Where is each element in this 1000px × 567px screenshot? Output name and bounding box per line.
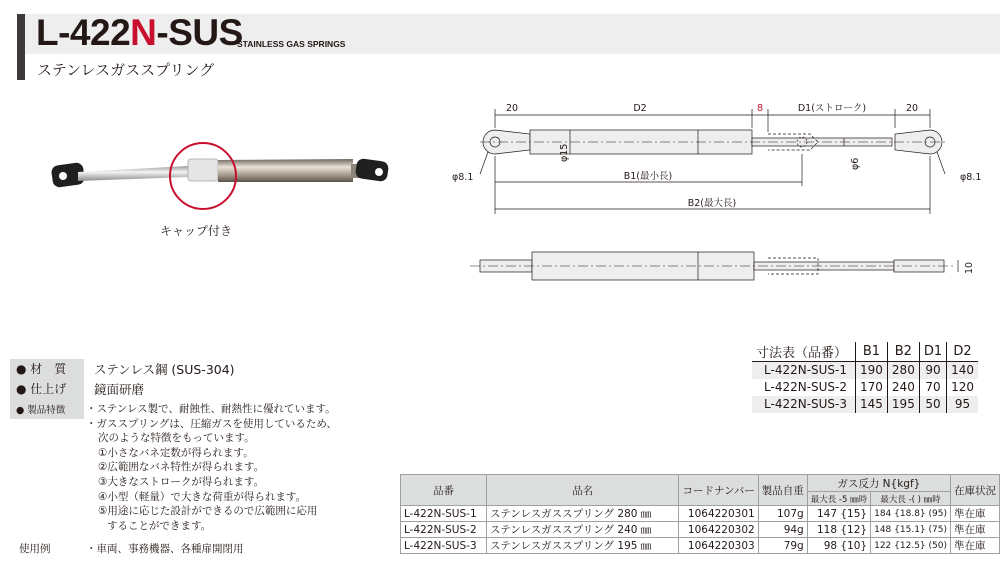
cell-weight: 107g (758, 506, 807, 522)
cell-code: 1064220302 (679, 522, 758, 538)
dim-cell: 120 (951, 380, 975, 394)
dim-d1: D1(ストローク) (797, 103, 867, 114)
finish-value: 鏡面研磨 (94, 381, 145, 397)
dim-b2: B2(最大長) (687, 198, 737, 209)
technical-drawing (440, 94, 1000, 304)
cell-part-no: L-422N-SUS-1 (401, 506, 487, 522)
dim-8: 8 (756, 103, 764, 114)
dim-cell: 50 (919, 396, 946, 413)
feature-item: ・ガススプリングは、圧縮ガスを使用しているため、 (86, 417, 337, 430)
feature-item: することができます。 (107, 519, 212, 532)
usage-label: 使用例 (19, 543, 51, 555)
dim-d2: D2 (633, 103, 647, 114)
model-prefix: L-422 (36, 12, 131, 53)
cell-name: ステンレスガススプリング 280 ㎜ (487, 506, 679, 522)
dim-20-right: 20 (905, 103, 919, 114)
header-weight: 製品自重 (758, 475, 807, 506)
feature-item: ①小さなバネ定数が得られます。 (98, 446, 254, 459)
table-row (752, 396, 978, 413)
cell-stock: 準在庫 (950, 506, 999, 522)
spec-section (10, 358, 340, 533)
dim-phi6: φ6 (850, 157, 861, 170)
header-force-sub2: 最大長 -( ) ㎜時 (871, 492, 951, 506)
material-value: ステンレス鋼 (SUS-304) (94, 361, 235, 377)
bottom-right-end (894, 260, 944, 272)
dimension-header-row (752, 342, 978, 362)
header-name: 品名 (487, 475, 679, 506)
header-part-no: 品番 (401, 475, 487, 506)
cell-weight: 79g (758, 538, 807, 554)
dim-phi15: φ15 (559, 143, 570, 162)
feature-list (84, 399, 337, 533)
cell-force2: 148 {15.1} (75) (871, 522, 951, 538)
dim-b1: B1(最小長) (623, 171, 673, 182)
features-label: ● 製品特徴 (10, 399, 84, 419)
header-force: ガス反力 N{kgf} (807, 475, 950, 492)
cell-code: 1064220303 (679, 538, 758, 554)
feature-item: 次のような特徴をもっています。 (98, 432, 255, 445)
product-table (400, 474, 1000, 554)
dim-phi81-left: φ8.1 (452, 172, 474, 183)
dim-cell: 140 (947, 362, 978, 379)
header-force-sub1: 最大長 -5 ㎜時 (807, 492, 870, 506)
dim-cell: 280 (887, 362, 919, 379)
dim-cell: 240 (887, 379, 919, 396)
material-row (10, 358, 340, 378)
cell-force1: 147 {15} (807, 506, 870, 522)
dimension-table (752, 342, 978, 413)
table-row (752, 362, 978, 379)
cylinder-body (218, 159, 353, 182)
dim-cell: 90 (919, 362, 946, 379)
dim-cell: 195 (887, 396, 919, 413)
finish-label: ● 仕上げ (10, 379, 84, 399)
cell-stock: 準在庫 (950, 522, 999, 538)
model-title (36, 12, 243, 54)
rod-cap (188, 159, 218, 181)
model-accent-letter: N (130, 12, 157, 53)
dim-phi81-right: φ8.1 (960, 172, 982, 183)
cell-force1: 98 {10} (807, 538, 870, 554)
right-eye-end (355, 158, 389, 182)
material-label: ● 材 質 (10, 359, 84, 379)
dim-cell: 95 (947, 396, 978, 413)
product-header-row (401, 475, 1000, 492)
cell-part-no: L-422N-SUS-2 (401, 522, 487, 538)
cell-force2: 122 {12.5} (50) (871, 538, 951, 554)
dim-cell: L-422N-SUS-3 (752, 396, 856, 413)
dim-header-d2: D2 (947, 342, 978, 362)
dim-cell: 145 (856, 396, 888, 413)
dim-cell: 170 (856, 379, 888, 396)
japanese-subtitle: ステンレスガススプリング (37, 61, 215, 79)
cell-force2: 184 {18.8} (95) (871, 506, 951, 522)
table-row (752, 379, 978, 396)
dim-header-part: 寸法表（品番） (752, 342, 856, 362)
feature-item: ⑤用途に応じた設計ができるので広範囲に応用 (98, 505, 318, 518)
feature-item: ④小型（軽量）で大きな荷重が得られます。 (98, 490, 307, 503)
cell-name: ステンレスガススプリング 195 ㎜ (487, 538, 679, 554)
cell-stock: 準在庫 (950, 538, 999, 554)
photo-caption: キャップ付き (160, 224, 233, 238)
dim-20-left: 20 (505, 103, 519, 114)
header-stock: 在庫状況 (950, 475, 999, 506)
table-row (401, 522, 1000, 538)
product-photo (38, 126, 398, 226)
dim-cell: L-422N-SUS-1 (752, 362, 856, 379)
feature-item: ②広範囲なバネ特性が得られます。 (98, 461, 265, 474)
feature-item: ・ステンレス製で、耐蝕性、耐熱性に優れています。 (86, 403, 336, 415)
finish-row (10, 378, 340, 398)
dim-cell: 190 (856, 362, 888, 379)
cell-part-no: L-422N-SUS-3 (401, 538, 487, 554)
header-accent-bar (17, 14, 25, 80)
usage-value: ・車両、事務機器、各種扉開閉用 (86, 543, 244, 555)
table-row (401, 506, 1000, 522)
cell-code: 1064220301 (679, 506, 758, 522)
cell-name: ステンレスガススプリング 240 ㎜ (487, 522, 679, 538)
cell-weight: 94g (758, 522, 807, 538)
usage-row (10, 541, 244, 556)
dim-10: 10 (964, 261, 975, 274)
model-suffix: -SUS (156, 12, 243, 53)
english-subtitle: STAINLESS GAS SPRINGS (237, 39, 346, 49)
dim-header-d1: D1 (919, 342, 946, 362)
dim-cell: 70 (919, 379, 946, 396)
dim-cell: L-422N-SUS-2 (752, 379, 856, 396)
dim-header-b2: B2 (887, 342, 919, 362)
dim-header-b1: B1 (856, 342, 888, 362)
feature-item: ③大きなストロークが得られます。 (98, 475, 265, 488)
table-row (401, 538, 1000, 554)
features-row (10, 399, 340, 533)
header-code: コードナンバー (679, 475, 758, 506)
cell-force1: 118 {12} (807, 522, 870, 538)
